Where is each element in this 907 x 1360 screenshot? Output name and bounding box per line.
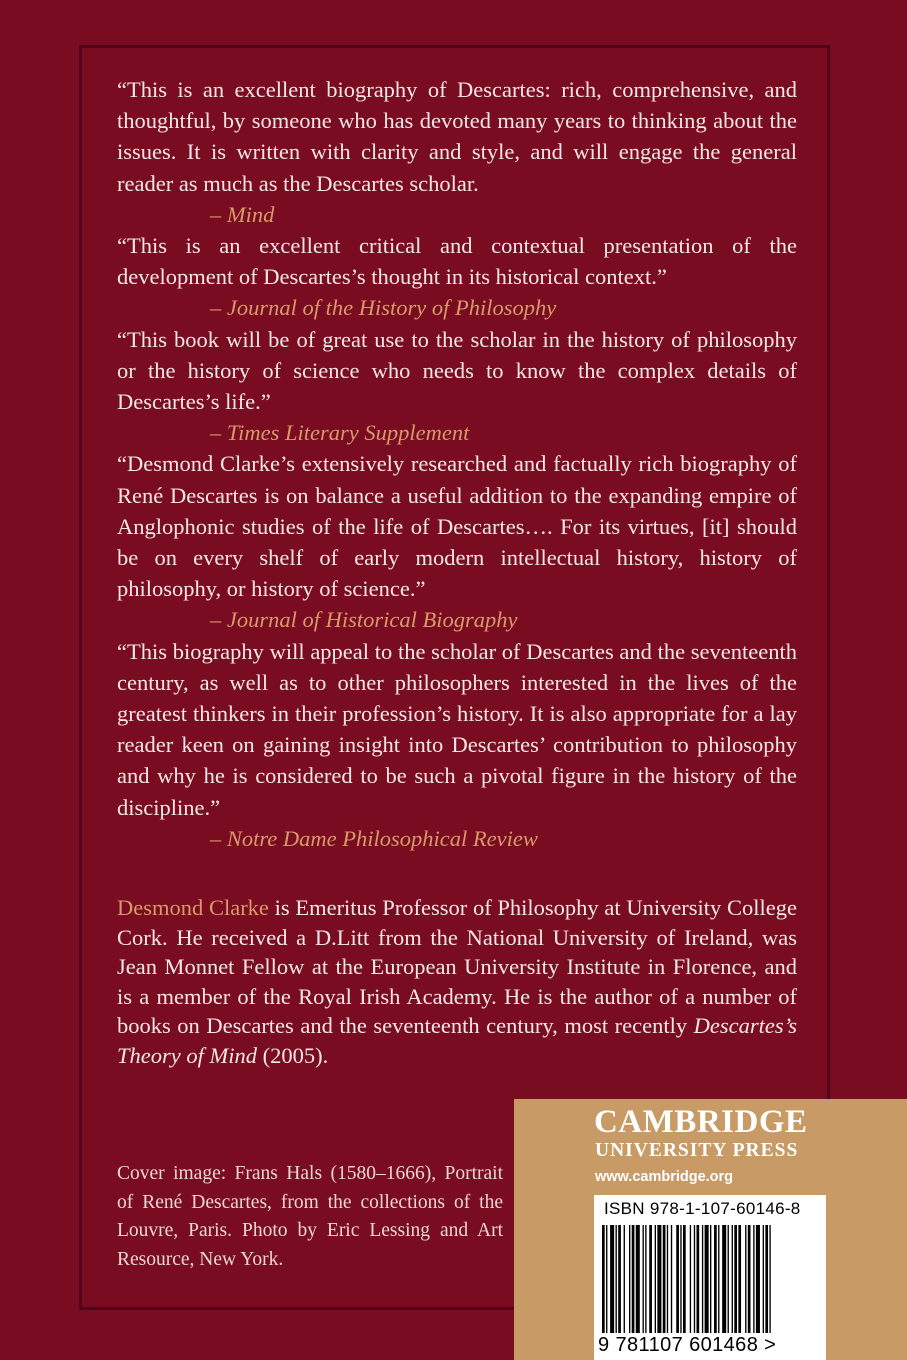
isbn-text: ISBN 978-1-107-60146-8 (604, 1199, 801, 1218)
review-item (117, 324, 797, 449)
publisher-subtitle: UNIVERSITY PRESS (595, 1140, 799, 1161)
publisher-url: www.cambridge.org (595, 1169, 734, 1185)
barcode-bar (618, 1225, 621, 1333)
book-year: (2005). (257, 1042, 329, 1068)
barcode-bar (718, 1225, 719, 1333)
review-item (117, 636, 797, 854)
barcode-bar (632, 1225, 635, 1333)
author-name: Desmond Clarke (117, 895, 269, 920)
barcode-bar (655, 1225, 656, 1333)
barcode-bar (663, 1225, 666, 1333)
review-source: – Mind (210, 201, 275, 227)
barcode-bar (745, 1225, 746, 1333)
barcode-bar (738, 1225, 741, 1333)
barcode-bar (676, 1225, 679, 1333)
barcode-bar (753, 1225, 754, 1333)
barcode-bar (606, 1225, 607, 1333)
publisher-panel (514, 1099, 907, 1360)
barcode-bar (694, 1225, 695, 1333)
review-list (117, 74, 797, 854)
barcode-bar (636, 1225, 640, 1333)
review-quote: “This biography will appeal to the scholar of Descartes and the seventeenth century, as well as to other philosophers interested in the lives of the greatest thinkers in their profession’s history. It is also appropriate for a lay reader keen on gaining insight into Descartes’ contribution to philosophy and why he is considered to be such a pivotal figure in the history of the discipline.” (117, 638, 797, 820)
barcode-bar (667, 1225, 668, 1333)
cover-image-credit: Cover image: Frans Hals (1580–1666), Portrait of René Descartes, from the collections of the Louvre, Paris. Photo by Eric Lessing and Art Resource, New York. (117, 1163, 503, 1270)
barcode-bar (769, 1225, 770, 1333)
review-quote: “This book will be of great use to the scholar in the history of philosophy or the history of science who needs to know the complex details of Descartes’s life.” (117, 326, 797, 415)
barcode-bar (756, 1225, 760, 1333)
barcode-bar (645, 1225, 646, 1333)
barcode-label (594, 1195, 826, 1360)
barcode-bar (702, 1225, 703, 1333)
barcode-bar (683, 1225, 686, 1333)
barcode-bar (722, 1225, 726, 1333)
barcode-bar (629, 1225, 630, 1333)
barcode-bar (671, 1225, 672, 1333)
barcode-bar (649, 1225, 652, 1333)
review-quote: “This is an excellent biography of Descartes: rich, comprehensive, and thoughtful, by someone who has devoted many years to thinking about the issues. It is written with clarity and style, and will engage the general reader as much as the Descartes scholar. (117, 77, 797, 196)
review-quote: “Desmond Clarke’s extensively researched and factually rich biography of René Descartes is on balance a useful addition to the expanding empire of Anglophonic studies of the life of Descartes…. For its virtues, [it] should be on every shelf of early modern intellectual history, history of philosophy, or history of science.” (117, 451, 797, 602)
review-item (117, 230, 797, 324)
barcode-bar (734, 1225, 737, 1333)
barcode-bar (763, 1225, 764, 1333)
barcode-bar (765, 1225, 768, 1333)
review-source: – Journal of the History of Philosophy (210, 295, 557, 321)
review-quote: “This is an excellent critical and contextual presentation of the development of Descartes’s thought in its historical context.” (117, 233, 797, 290)
author-bio (117, 893, 797, 1070)
barcode-bar (610, 1225, 614, 1333)
barcode-bar (624, 1225, 625, 1333)
review-source: – Notre Dame Philosophical Review (210, 825, 538, 851)
barcode-bar (728, 1225, 729, 1333)
barcode-bar (714, 1225, 717, 1333)
barcode-bar (690, 1225, 691, 1333)
barcode-bar (705, 1225, 709, 1333)
author-bio-text: is Emeritus Professor of Philosophy at University College Cork. He received a D.Litt from the National University of Ireland, was Jean Monnet Fellow at the European University Institute in Florence, and is a member of the Royal Irish Academy. He is the author of a number of books on Descartes and the seventeenth century, most recently (117, 895, 797, 1038)
publisher-name: CAMBRIDGE (594, 1104, 808, 1140)
book-title: Descartes’s Theory of Mind (117, 1013, 797, 1068)
barcode-bar (616, 1225, 617, 1333)
barcode-bar (697, 1225, 700, 1333)
review-source: – Journal of Historical Biography (210, 607, 518, 633)
barcode-bar (732, 1225, 733, 1333)
barcode-number: 9 781107 601468 > (598, 1334, 777, 1356)
barcode-bar (643, 1225, 644, 1333)
barcode-bar (710, 1225, 711, 1333)
review-item (117, 74, 797, 230)
barcode-bar (748, 1225, 751, 1333)
barcode-bar (680, 1225, 681, 1333)
review-item (117, 448, 797, 635)
barcode-bar (602, 1225, 605, 1333)
barcode-bar (657, 1225, 661, 1333)
barcode-bars (602, 1225, 818, 1333)
review-source: – Times Literary Supplement (210, 420, 470, 446)
